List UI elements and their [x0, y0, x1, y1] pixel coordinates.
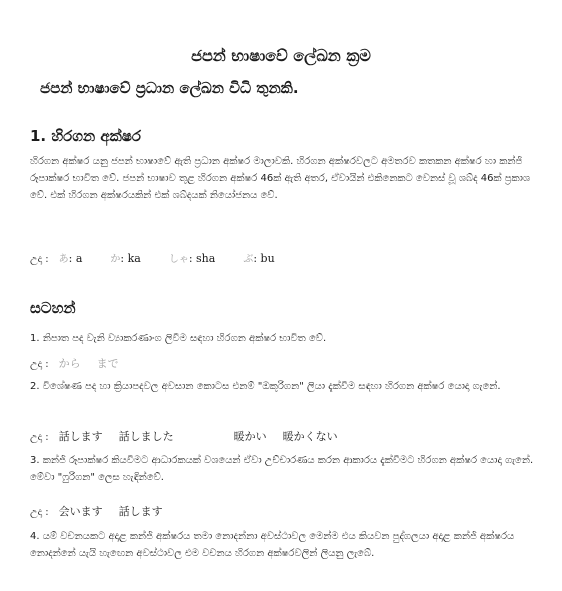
- example-word: 話します: [118, 505, 163, 518]
- notes-heading: සටහන්: [30, 299, 76, 317]
- example-label: උදා :: [30, 507, 49, 518]
- example-item: あ: a: [58, 252, 83, 265]
- example-word: 話しました: [118, 430, 174, 443]
- example-label: උදා :: [30, 432, 49, 443]
- example-word: 話します: [58, 430, 103, 443]
- example-item: しゃ: sha: [168, 252, 216, 265]
- note-2-example-row: [30, 428, 354, 444]
- hiragana-example-row: [30, 250, 303, 265]
- note-1-text: 1. නිපාත පද වැනි ව්‍යාකරණාංග ලිවීම සඳහා හිරගන අක්ෂර භාවිත වේ.: [30, 333, 327, 344]
- example-item: ぶ: bu: [243, 252, 275, 265]
- note-4-text: 4. යම් වචනයකට අදාළ කන්ජි අක්ෂරය තමා නොදන්නා අවස්ථාවල මෙන්ම එය කියවන පුද්ගලයා අදාළ කන්ජි අක්ෂරය නොදන්නේ යැයි හැඟෙන අවස්ථාවල එම වචනය හිරගන අක්ෂරවලින් ලියනු ලැබේ.: [30, 531, 515, 559]
- example-word: 暖かくない: [282, 430, 338, 443]
- example-word: 会います: [58, 505, 103, 518]
- page-title: ජපන් භාෂාවේ ලේඛන ක්‍රම: [191, 46, 371, 65]
- section-paragraph-hiragana: හිරගන අක්ෂර යනු ජපන් භාෂාවේ ඇති ප්‍රධාන අක්ෂර මාලාවකි. හිරගන අක්ෂරවලට අමතරව කතකන අක්ෂර හා කන්ජි රූපාක්ෂර භාවිත වේ. ජපන් භාෂාව තුළ හිරගන අක්ෂර 46ක් ඇති අතර, ඒවායින් එකිනෙකට වෙනස් වූ ශබ්ද 46ක් ප්‍රකාශ වේ. එක් හිරගන අක්ෂරයකින් එක් ශබ්දයක් නියෝජනය වේ.: [30, 156, 531, 201]
- example-label: උදා :: [30, 254, 49, 265]
- example-word: まで: [96, 357, 119, 370]
- example-word: から: [58, 357, 81, 370]
- example-label: උදා :: [30, 359, 49, 370]
- note-3-text: 3. කන්ජි රූපාක්ෂර කියවීමට ආධාරකයක් වශයෙන් ඒවා උච්චාරණය කරන ආකාරය දැක්වීමට හිරගන අක්ෂර යොදා ගැනේ. මේවා "ෆුරිගන" ලෙස හැඳින්වේ.: [30, 455, 534, 483]
- example-word: 暖かい: [233, 430, 267, 443]
- example-item: か: ka: [110, 252, 141, 265]
- section-heading-hiragana: 1. හිරගන අක්ෂර: [30, 127, 141, 145]
- note-3-example-row: [30, 503, 179, 519]
- page-subtitle: ජපන් භාෂාවේ ප්‍රධාන ලේඛන විධි තුනකි.: [40, 79, 299, 97]
- note-1-example-row: [30, 355, 135, 371]
- note-2-text: 2. විශේෂණ පද හා ක්‍රියාපදවල අවසාන කොටස එනම් "ඔකුරිගන" ලියා දැක්වීම සඳහා හිරගන අක්ෂර යොදා ගැනේ.: [30, 381, 501, 392]
